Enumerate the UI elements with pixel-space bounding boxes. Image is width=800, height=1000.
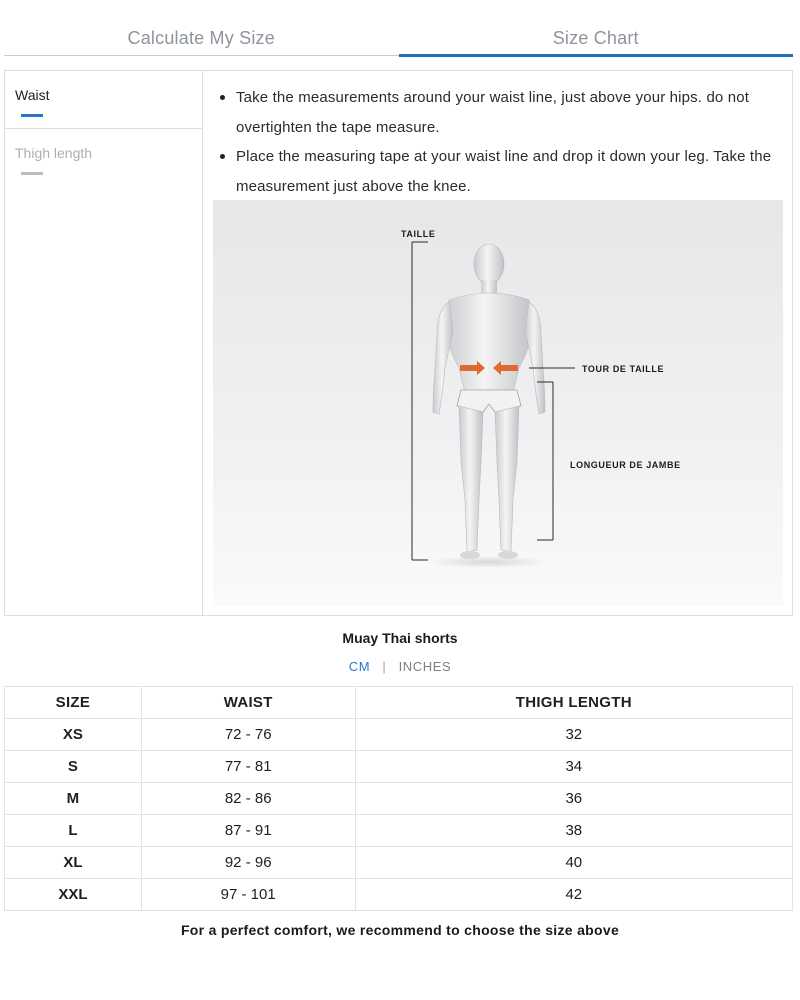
cell-waist: 97 - 101 (141, 879, 355, 911)
mannequin-figure (213, 200, 783, 606)
cell-thigh-length: 36 (355, 783, 792, 815)
measurement-illustration (213, 200, 783, 606)
instruction-waist: Take the measurements around your waist line, just above your hips. do not overtighten the tape measure. (236, 83, 782, 142)
cell-waist: 77 - 81 (141, 751, 355, 783)
tab-calculate-my-size[interactable]: Calculate My Size (127, 28, 275, 48)
cell-size: S (5, 751, 142, 783)
cell-size: XS (5, 719, 142, 751)
instruction-list (203, 71, 792, 201)
table-row (5, 719, 793, 751)
cell-thigh-length: 42 (355, 879, 792, 911)
unit-cm-button[interactable]: CM (348, 659, 371, 674)
column-header-size: SIZE (5, 687, 142, 719)
cell-waist: 92 - 96 (141, 847, 355, 879)
size-table (4, 686, 793, 911)
table-row (5, 783, 793, 815)
size-tabs (4, 0, 793, 56)
sidebar-item-waist[interactable] (5, 71, 202, 129)
label-tour-de-taille: TOUR DE TAILLE (582, 364, 665, 374)
measurement-sidebar (5, 71, 203, 615)
cell-size: XXL (5, 879, 142, 911)
table-row (5, 751, 793, 783)
column-header-thigh-length: THIGH LENGTH (355, 687, 792, 719)
cell-thigh-length: 40 (355, 847, 792, 879)
measurement-panel (4, 70, 793, 616)
table-row (5, 815, 793, 847)
sidebar-item-thigh-length[interactable] (5, 129, 202, 187)
size-recommendation-note: For a perfect comfort, we recommend to choose the size above (180, 922, 620, 938)
table-header-row (5, 687, 793, 719)
cell-waist: 87 - 91 (141, 815, 355, 847)
cell-thigh-length: 38 (355, 815, 792, 847)
table-row (5, 879, 793, 911)
table-row (5, 847, 793, 879)
cell-thigh-length: 34 (355, 751, 792, 783)
cell-size: XL (5, 847, 142, 879)
cell-waist: 82 - 86 (141, 783, 355, 815)
label-longueur-de-jambe: LONGUEUR DE JAMBE (570, 460, 681, 470)
inactive-indicator (21, 172, 43, 175)
measurement-content (203, 71, 792, 615)
sidebar-item-label: Thigh length (15, 145, 93, 161)
unit-toggle (0, 659, 800, 674)
cell-waist: 72 - 76 (141, 719, 355, 751)
sidebar-item-label: Waist (15, 87, 50, 103)
cell-size: M (5, 783, 142, 815)
label-taille: TAILLE (401, 229, 436, 239)
instruction-thigh: Place the measuring tape at your waist line and drop it down your leg. Take the measurement just above the knee. (236, 142, 782, 201)
active-indicator (21, 114, 43, 117)
cell-size: L (5, 815, 142, 847)
unit-inches-button[interactable]: INCHES (398, 659, 452, 674)
tab-size-chart[interactable]: Size Chart (399, 0, 794, 55)
unit-separator: | (382, 659, 387, 674)
column-header-waist: WAIST (141, 687, 355, 719)
product-title: Muay Thai shorts (342, 630, 458, 646)
cell-thigh-length: 32 (355, 719, 792, 751)
